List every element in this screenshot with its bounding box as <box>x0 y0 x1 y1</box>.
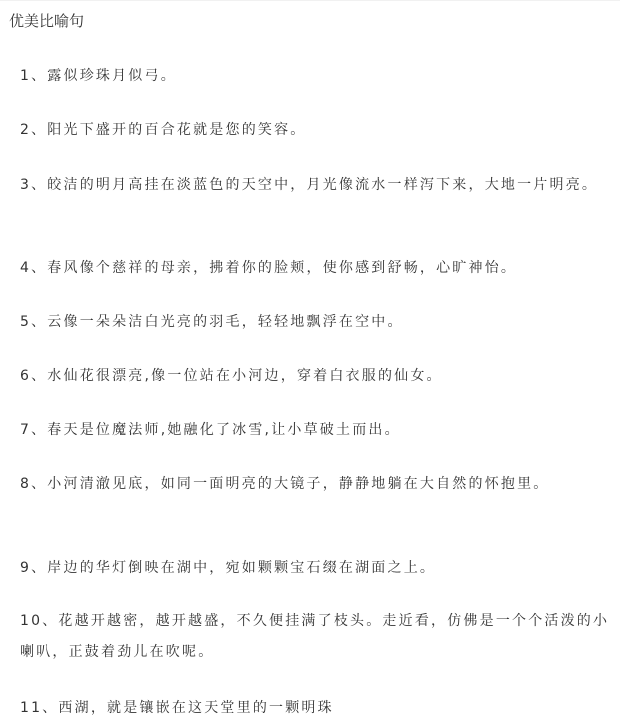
list-item: 4、春风像个慈祥的母亲，拂着你的脸颊，使你感到舒畅，心旷神怡。 <box>20 260 518 276</box>
list-item: 2、阳光下盛开的百合花就是您的笑容。 <box>20 122 307 138</box>
list-item: 11、西湖，就是镶嵌在这天堂里的一颗明珠 <box>20 700 334 716</box>
list-item: 1、露似珍珠月似弓。 <box>20 68 177 84</box>
page-title: 优美比喻句 <box>9 12 85 30</box>
list-item: 7、春天是位魔法师,她融化了冰雪,让小草破土而出。 <box>20 422 401 438</box>
list-item: 8、小河清澈见底，如同一面明亮的大镜子，静静地躺在大自然的怀抱里。 <box>20 476 550 492</box>
list-item: 6、水仙花很漂亮,像一位站在小河边，穿着白衣服的仙女。 <box>20 368 443 384</box>
top-divider <box>0 0 620 1</box>
list-item: 9、岸边的华灯倒映在湖中，宛如颗颗宝石缀在湖面之上。 <box>20 560 437 576</box>
list-item: 5、云像一朵朵洁白光亮的羽毛，轻轻地飘浮在空中。 <box>20 314 404 330</box>
list-item: 10、花越开越密，越开越盛，不久便挂满了枝头。走近看，仿佛是一个个活泼的小喇叭，正鼓着劲儿在吹呢。 <box>20 613 610 660</box>
list-item: 3、皎洁的明月高挂在淡蓝色的天空中，月光像流水一样泻下来，大地一片明亮。 <box>20 177 599 193</box>
